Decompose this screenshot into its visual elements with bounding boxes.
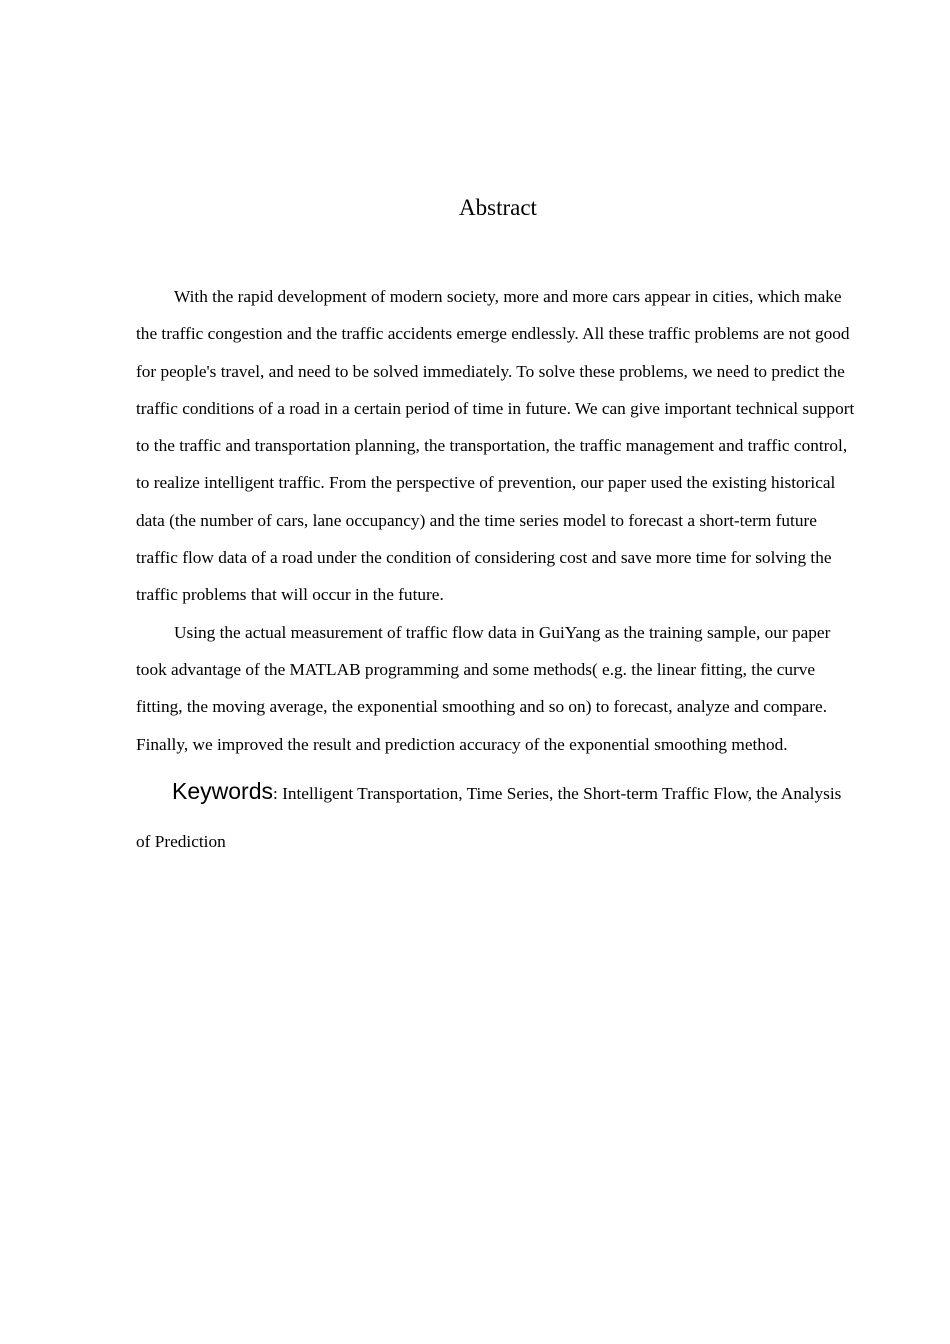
keywords-line [136, 767, 860, 866]
abstract-paragraph-2: Using the actual measurement of traffic flow data in GuiYang as the training sample, our paper took advantage of the MATLAB programming and some methods( e.g. the linear fitting, the curve fitting, the moving average, the exponential smoothing and so on) to forecast, analyze and compare. Finally, we improved the result and prediction accuracy of the exponential smoothing method. [136, 622, 831, 754]
abstract-section [136, 193, 860, 866]
abstract-title: Abstract [459, 195, 537, 220]
abstract-paragraph-1: With the rapid development of modern society, more and more cars appear in cities, which make the traffic congestion and the traffic accidents emerge endlessly. All these traffic problems are not good for people's travel, and need to be solved immediately. To solve these problems, we need to predict the traffic conditions of a road in a certain period of time in future. We can give important technical support to the traffic and transportation planning, the transportation, the traffic management and traffic control, to realize intelligent traffic. From the perspective of prevention, our paper used the existing historical data (the number of cars, lane occupancy) and the time series model to forecast a short-term future traffic flow data of a road under the condition of considering cost and save more time for solving the traffic problems that will occur in the future. [136, 287, 855, 605]
keywords-text: : Intelligent Transportation, Time Series, the Short-term Traffic Flow, the Analysis of Prediction [136, 783, 842, 851]
keywords-label: Keywords [172, 777, 273, 804]
